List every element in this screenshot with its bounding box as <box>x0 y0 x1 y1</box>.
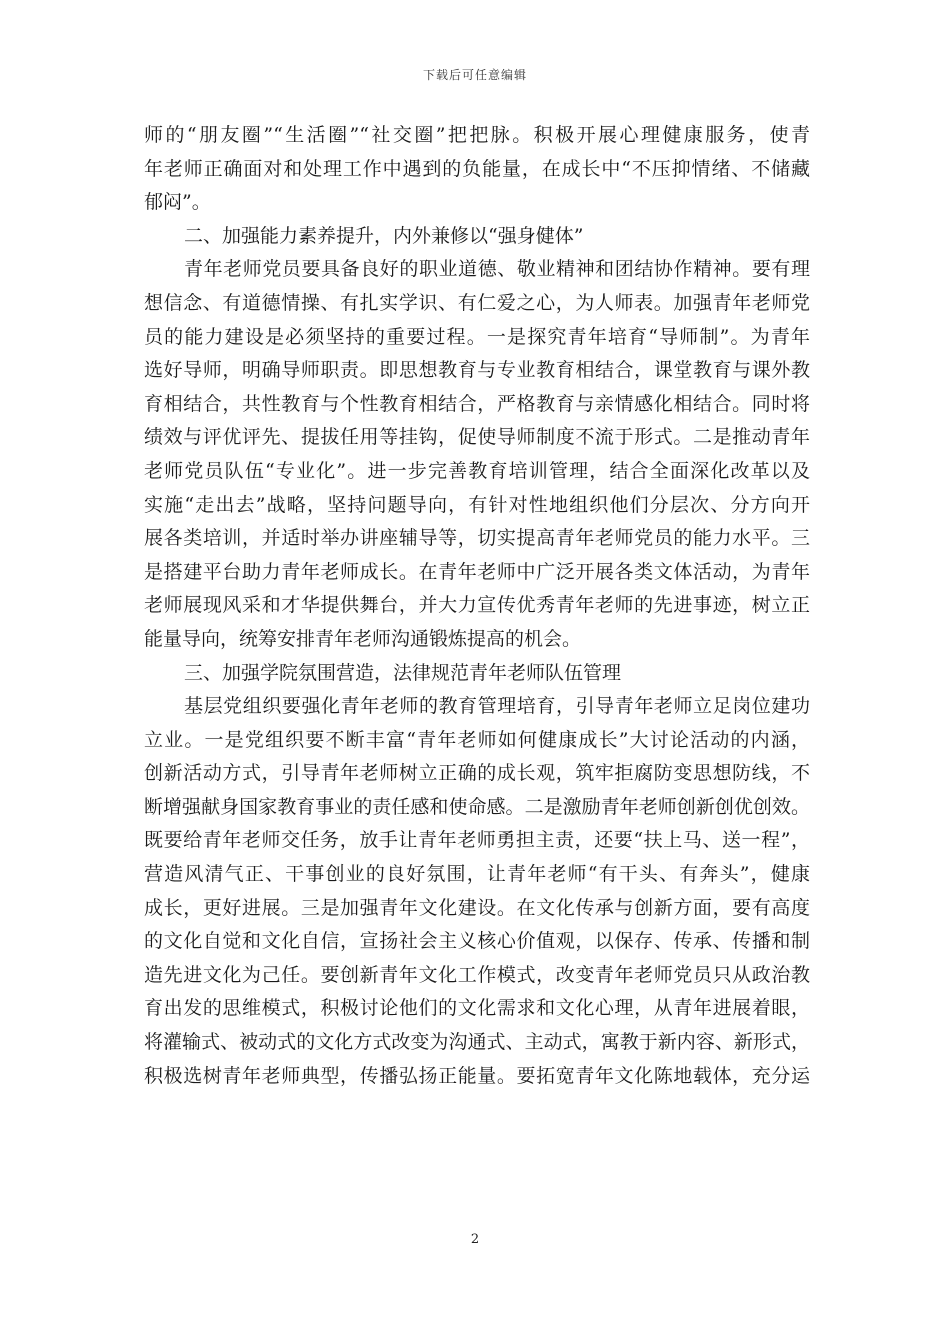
text-line: 想信念、有道德情操、有扎实学识、有仁爱之心，为人师表。加强青年老师党 <box>144 291 810 314</box>
text-line: 实施“走出去”战略，坚持问题导向，有针对性地组织他们分层次、分方向开 <box>144 493 810 516</box>
text-line: 成长，更好进展。三是加强青年文化建设。在文化传承与创新方面，要有高度 <box>144 896 810 919</box>
text-line: 郁闷”。 <box>144 191 211 214</box>
text-line: 年老师正确面对和处理工作中遇到的负能量，在成长中“不压抑情绪、不储藏 <box>144 157 810 180</box>
text-line: 青年老师党员要具备良好的职业道德、敬业精神和团结协作精神。要有理 <box>184 258 810 281</box>
text-line: 二、加强能力素养提升，内外兼修以“强身健体” <box>184 224 584 247</box>
text-line: 既要给青年老师交任务，放手让青年老师勇担主责，还要“扶上马、送一程”， <box>144 829 810 852</box>
page-number: 2 <box>470 1232 480 1247</box>
text-line: 选好导师，明确导师职责。即思想教育与专业教育相结合，课堂教育与课外教 <box>144 359 810 382</box>
text-line: 老师展现风采和才华提供舞台，并大力宣传优秀青年老师的先进事迹，树立正 <box>144 594 810 617</box>
text-line: 绩效与评优评先、提拔任用等挂钩，促使导师制度不流于形式。二是推动青年 <box>144 426 810 449</box>
text-line: 展各类培训，并适时举办讲座辅导等，切实提高青年老师党员的能力水平。三 <box>144 527 810 550</box>
text-line: 三、加强学院氛围营造，法律规范青年老师队伍管理 <box>184 661 622 684</box>
text-line: 是搭建平台助力青年老师成长。在青年老师中广泛开展各类文体活动，为青年 <box>144 560 810 583</box>
text-line: 积极选树青年老师典型，传播弘扬正能量。要拓宽青年文化陈地载体，充分运 <box>144 1064 810 1087</box>
text-line: 造先进文化为己任。要创新青年文化工作模式，改变青年老师党员只从政治教 <box>144 963 810 986</box>
text-line: 创新活动方式，引导青年老师树立正确的成长观，筑牢拒腐防变思想防线，不 <box>144 762 810 785</box>
text-line: 立业。一是党组织要不断丰富“青年老师如何健康成长”大讨论活动的内涵， <box>144 728 810 751</box>
text-line: 断增强献身国家教育事业的责任感和使命感。二是激励青年老师创新创优创效。 <box>144 795 810 818</box>
document-body <box>144 119 810 1093</box>
text-line: 能量导向，统筹安排青年老师沟通锻炼提高的机会。 <box>144 627 582 650</box>
page-header: 下载后可任意编辑 <box>422 68 527 82</box>
text-line: 老师党员队伍“专业化”。进一步完善教育培训管理，结合全面深化改革以及 <box>144 459 810 482</box>
text-line: 师的“朋友圈”“生活圈”“社交圈”把把脉。积极开展心理健康服务，使青 <box>144 124 810 146</box>
text-line: 员的能力建设是必须坚持的重要过程。一是探究青年培育“导师制”。为青年 <box>144 325 810 348</box>
text-line: 的文化自觉和文化自信，宣扬社会主义核心价值观，以保存、传承、传播和制 <box>144 930 810 953</box>
text-line: 基层党组织要强化青年老师的教育管理培育，引导青年老师立足岗位建功 <box>184 695 810 718</box>
text-line: 育出发的思维模式，积极讨论他们的文化需求和文化心理，从青年进展着眼， <box>144 997 810 1020</box>
text-line: 营造风清气正、干事创业的良好氛围，让青年老师“有干头、有奔头”，健康 <box>144 863 810 886</box>
text-line: 育相结合，共性教育与个性教育相结合，严格教育与亲情感化相结合。同时将 <box>144 392 810 415</box>
text-line: 将灌输式、被动式的文化方式改变为沟通式、主动式，寓教于新内容、新形式， <box>144 1031 810 1054</box>
